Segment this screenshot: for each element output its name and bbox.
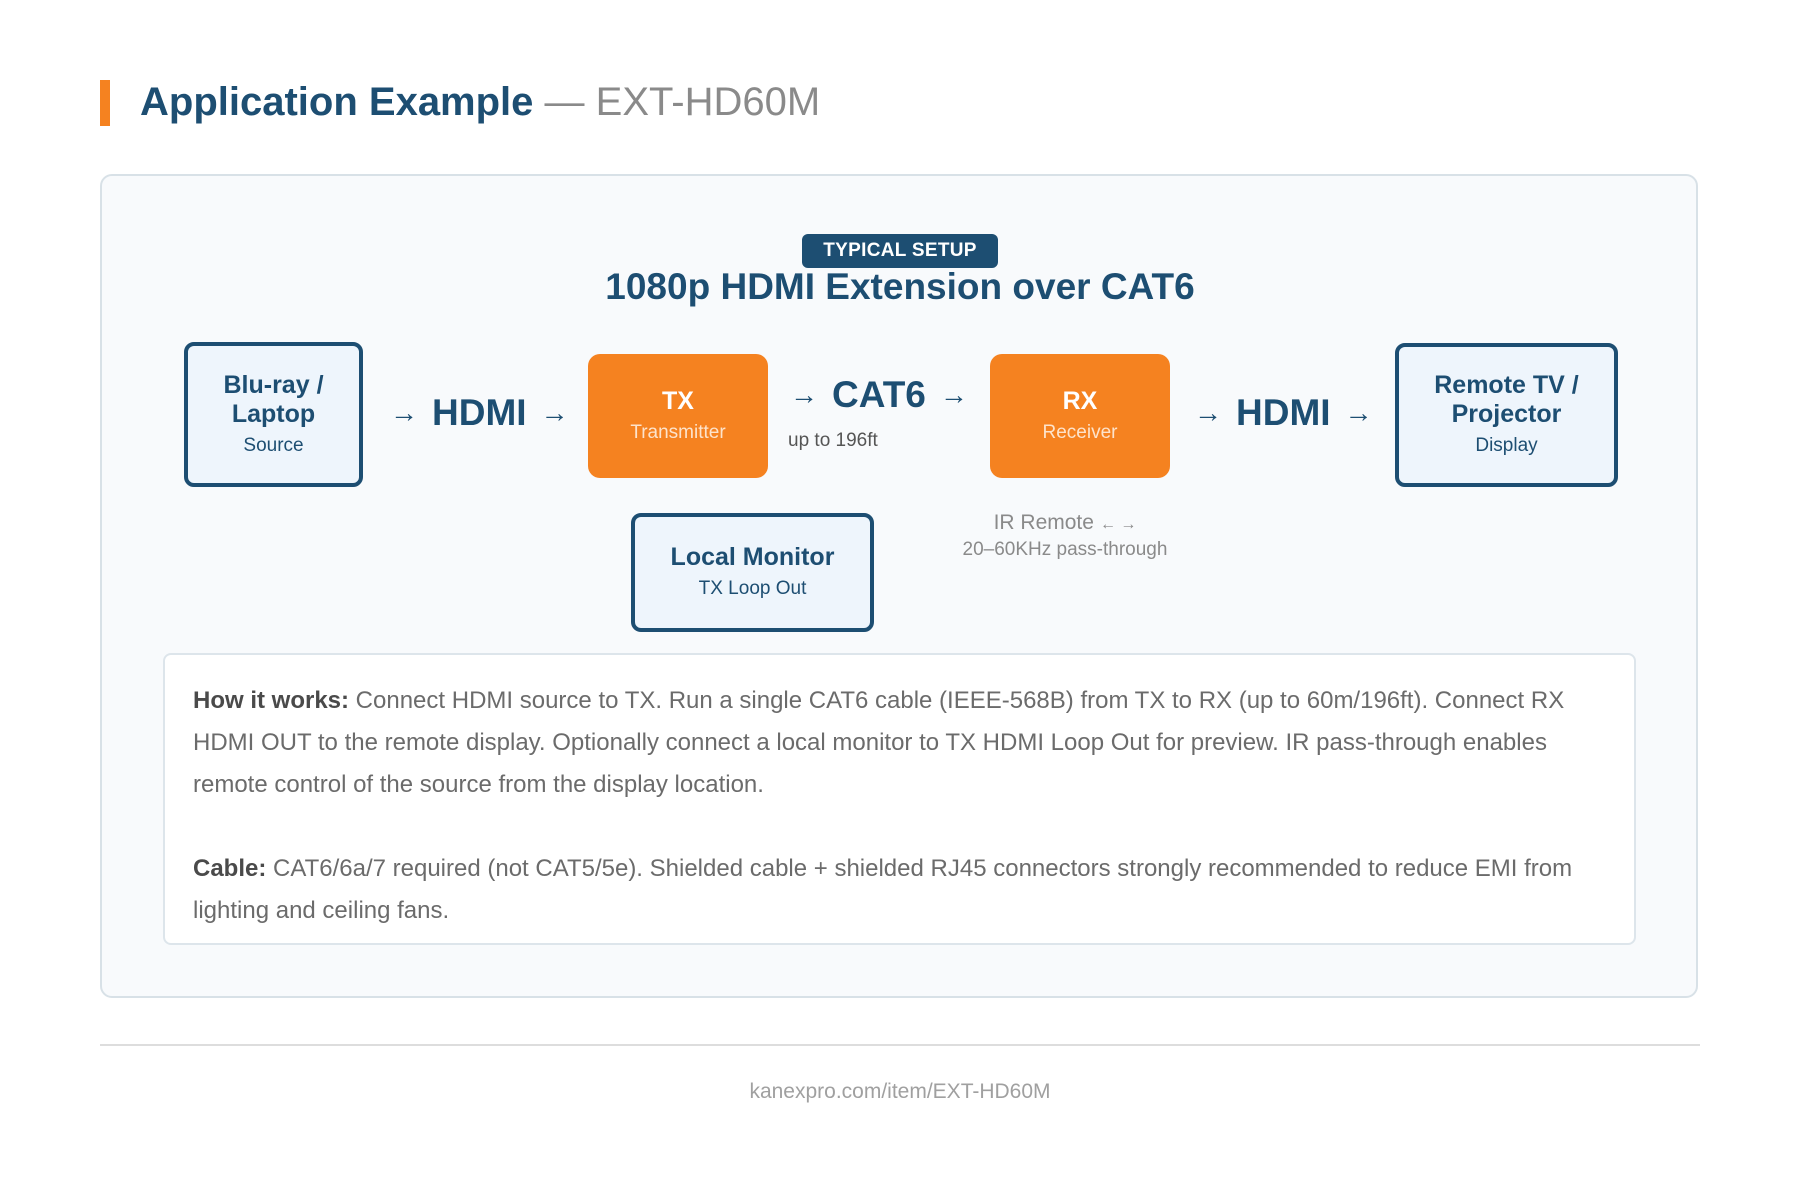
connection-hdmi-in <box>376 388 583 438</box>
ir-frequency-label: 20–60KHz pass-through <box>962 539 1168 560</box>
title-accent-bar <box>100 80 110 126</box>
how-it-works-paragraph <box>193 680 1606 806</box>
connection-cat6-distance: up to 196ft <box>788 430 878 451</box>
ir-remote-note <box>920 510 1210 562</box>
node-receiver <box>990 354 1170 478</box>
page-title-model: EXT-HD60M <box>595 80 821 124</box>
cable-label: Cable: <box>193 855 267 882</box>
node-display-name-2: Projector <box>1451 400 1562 428</box>
notes-box <box>163 653 1636 945</box>
node-source <box>184 342 363 487</box>
node-source-name-2: Laptop <box>231 399 316 428</box>
node-transmitter-role: Transmitter <box>630 421 726 443</box>
bidirectional-arrow-icon: ← → <box>1099 516 1137 533</box>
arrow-right-icon: → <box>540 397 569 428</box>
page-title-separator: — <box>533 80 596 124</box>
node-source-role: Source <box>243 434 304 456</box>
node-source-name-1: Blu-ray / <box>223 370 324 399</box>
node-display <box>1395 343 1618 487</box>
diagram-title: 1080p HDMI Extension over CAT6 <box>605 266 1195 307</box>
connection-label: CAT6 <box>832 374 926 415</box>
node-receiver-role: Receiver <box>1042 421 1118 443</box>
arrow-right-icon: → <box>790 379 818 410</box>
footer-url[interactable]: kanexpro.com/item/EXT-HD60M <box>749 1080 1051 1103</box>
page-title <box>140 76 820 128</box>
connection-label: HDMI <box>432 392 527 433</box>
cable-text: CAT6/6a/7 required (not CAT5/5e). Shielded cable + shielded RJ45 connectors strongly recommended to reduce EMI from lighting and ceiling fans. <box>193 855 1573 924</box>
node-transmitter <box>588 354 768 478</box>
node-local-monitor-role: TX Loop Out <box>698 578 807 599</box>
node-display-role: Display <box>1475 435 1538 456</box>
node-local-monitor <box>631 513 874 632</box>
cable-paragraph <box>193 848 1606 932</box>
how-it-works-text: Connect HDMI source to TX. Run a single CAT6 cable (IEEE-568B) from TX to RX (up to 60m/196ft). Connect RX HDMI OUT to the remote display. Optionally connect a local monitor to TX HDMI Loop Out for preview. IR pass-through enables remote control of the source from the display location. <box>193 687 1565 798</box>
arrow-right-icon: → <box>939 379 968 410</box>
typical-setup-badge: TYPICAL SETUP <box>802 234 998 268</box>
ir-remote-label: IR Remote <box>993 511 1094 534</box>
page-title-main: Application Example <box>140 80 534 124</box>
connection-label: HDMI <box>1236 392 1331 433</box>
arrow-right-icon: → <box>1344 397 1373 428</box>
arrow-right-icon: → <box>1194 397 1222 428</box>
node-display-name-1: Remote TV / <box>1434 371 1579 399</box>
footer-divider <box>100 1044 1700 1046</box>
connection-cat6 <box>776 370 982 420</box>
node-local-monitor-name: Local Monitor <box>670 543 835 571</box>
how-it-works-label: How it works: <box>193 687 350 714</box>
node-transmitter-name: TX <box>662 386 694 415</box>
connection-hdmi-out <box>1180 388 1387 438</box>
arrow-right-icon: → <box>390 397 418 428</box>
node-receiver-name: RX <box>1062 386 1098 415</box>
